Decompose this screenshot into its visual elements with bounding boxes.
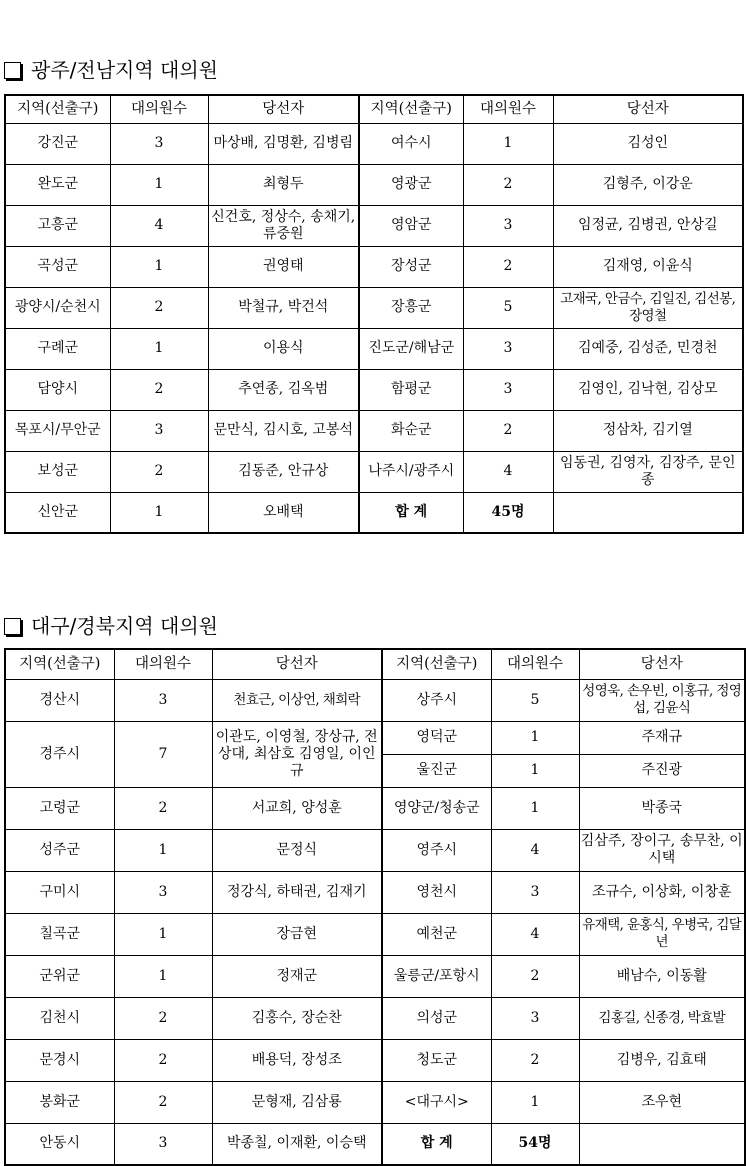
- count-cell: 3: [114, 871, 212, 913]
- region-cell: 장흥군: [359, 287, 463, 328]
- count-cell: 3: [491, 997, 579, 1039]
- count-cell: 2: [110, 451, 208, 492]
- header-region: 지역(선출구): [359, 95, 463, 123]
- table-row: [5, 829, 745, 871]
- names-cell: 문정식: [212, 829, 382, 871]
- region-cell: 나주시/광주시: [359, 451, 463, 492]
- count-cell: 3: [463, 205, 553, 246]
- region-cell: 진도군/해남군: [359, 328, 463, 369]
- names-cell: 문형재, 김삼룡: [212, 1081, 382, 1123]
- table-header-row: [5, 95, 743, 123]
- region-cell: 울릉군/포항시: [382, 955, 491, 997]
- header-count: 대의원수: [463, 95, 553, 123]
- names-cell: 김영인, 김낙현, 김상모: [553, 369, 743, 410]
- table-row: [5, 410, 743, 451]
- count-cell: 3: [491, 871, 579, 913]
- region-cell: 청도군: [382, 1039, 491, 1081]
- region-cell: 강진군: [5, 123, 110, 164]
- header-names: 당선자: [208, 95, 359, 123]
- table-row: [5, 955, 745, 997]
- table-row: [5, 721, 745, 754]
- names-cell: 김홍수, 장순찬: [212, 997, 382, 1039]
- region-cell: 신안군: [5, 492, 110, 533]
- delegates-table-gwangju: [4, 94, 744, 534]
- region-cell: 영암군: [359, 205, 463, 246]
- header-region: 지역(선출구): [382, 649, 491, 679]
- count-cell: 2: [463, 246, 553, 287]
- count-cell: 1: [114, 829, 212, 871]
- region-cell: 화순군: [359, 410, 463, 451]
- checkbox-square-icon: [4, 62, 21, 79]
- names-cell: 김성인: [553, 123, 743, 164]
- names-cell: 김재영, 이윤식: [553, 246, 743, 287]
- names-cell: 배용덕, 장성조: [212, 1039, 382, 1081]
- empty-cell: [579, 1123, 745, 1165]
- header-names: 당선자: [579, 649, 745, 679]
- names-cell: 고재국, 안금수, 김일진, 김선봉, 장영철: [553, 287, 743, 328]
- region-cell: 영광군: [359, 164, 463, 205]
- header-count: 대의원수: [114, 649, 212, 679]
- count-cell: 2: [463, 410, 553, 451]
- names-cell: 권영태: [208, 246, 359, 287]
- region-cell: 봉화군: [5, 1081, 114, 1123]
- region-cell: 보성군: [5, 451, 110, 492]
- count-cell: 2: [110, 369, 208, 410]
- delegates-table-daegu: [4, 648, 746, 1166]
- names-cell: 마상배, 김명환, 김병림: [208, 123, 359, 164]
- names-cell: 김예중, 김성준, 민경천: [553, 328, 743, 369]
- names-cell: 주재규: [579, 721, 745, 754]
- section-title-gwangju: 광주/전남지역 대의원: [4, 58, 218, 82]
- total-label: 합 계: [359, 492, 463, 533]
- region-cell: 울진군: [382, 754, 491, 787]
- region-cell: 완도군: [5, 164, 110, 205]
- region-cell: <대구시>: [382, 1081, 491, 1123]
- table-row: [5, 492, 743, 533]
- count-cell: 2: [114, 787, 212, 829]
- count-cell: 3: [114, 679, 212, 721]
- table-row: [5, 451, 743, 492]
- names-cell: 문만식, 김시호, 고봉석: [208, 410, 359, 451]
- region-cell: 경산시: [5, 679, 114, 721]
- count-cell: 3: [463, 328, 553, 369]
- table-row: [5, 205, 743, 246]
- section-title-daegu: 대구/경북지역 대의원: [4, 614, 218, 638]
- count-cell: 2: [491, 1039, 579, 1081]
- region-cell: 영덕군: [382, 721, 491, 754]
- count-cell: 2: [114, 1081, 212, 1123]
- count-cell: 4: [110, 205, 208, 246]
- region-cell: 구미시: [5, 871, 114, 913]
- table-row: [5, 787, 745, 829]
- names-cell: 장금현: [212, 913, 382, 955]
- names-cell: 신건호, 정상수, 송채기, 류중원: [208, 205, 359, 246]
- region-cell: 함평군: [359, 369, 463, 410]
- count-cell: 2: [114, 997, 212, 1039]
- table-header-row: [5, 649, 745, 679]
- region-cell: 군위군: [5, 955, 114, 997]
- table-row: [5, 287, 743, 328]
- count-cell: 4: [463, 451, 553, 492]
- count-cell: 5: [463, 287, 553, 328]
- names-cell: 임동권, 김영자, 김장주, 문인종: [553, 451, 743, 492]
- count-cell: 4: [491, 913, 579, 955]
- names-cell: 박종국: [579, 787, 745, 829]
- table-row: [5, 997, 745, 1039]
- count-cell: 2: [491, 955, 579, 997]
- names-cell: 박철규, 박건석: [208, 287, 359, 328]
- names-cell: 추연종, 김옥범: [208, 369, 359, 410]
- region-cell: 담양시: [5, 369, 110, 410]
- region-cell: 고령군: [5, 787, 114, 829]
- names-cell: 정강식, 하태권, 김재기: [212, 871, 382, 913]
- header-names: 당선자: [553, 95, 743, 123]
- region-cell: 칠곡군: [5, 913, 114, 955]
- region-cell: 상주시: [382, 679, 491, 721]
- region-cell: 예천군: [382, 913, 491, 955]
- count-cell: 2: [114, 1039, 212, 1081]
- table-row: [5, 123, 743, 164]
- region-cell: 문경시: [5, 1039, 114, 1081]
- table-row: [5, 1081, 745, 1123]
- count-cell: 1: [114, 913, 212, 955]
- count-cell: 1: [110, 164, 208, 205]
- names-cell: 유재택, 윤홍식, 우병국, 김달년: [579, 913, 745, 955]
- count-cell: 1: [110, 246, 208, 287]
- table-row: [5, 328, 743, 369]
- count-cell: 1: [463, 123, 553, 164]
- count-cell: 7: [114, 721, 212, 787]
- region-cell: 광양시/순천시: [5, 287, 110, 328]
- table-row: [5, 679, 745, 721]
- header-names: 당선자: [212, 649, 382, 679]
- table-row: [5, 246, 743, 287]
- names-cell: 이관도, 이영철, 장상규, 전상대, 최삼호 김영일, 이인규: [212, 721, 382, 787]
- total-value: 54명: [491, 1123, 579, 1165]
- total-value: 45명: [463, 492, 553, 533]
- region-cell: 구례군: [5, 328, 110, 369]
- region-cell: 김천시: [5, 997, 114, 1039]
- table-row: [5, 164, 743, 205]
- count-cell: 1: [491, 754, 579, 787]
- region-cell: 영양군/청송군: [382, 787, 491, 829]
- region-cell: 목포시/무안군: [5, 410, 110, 451]
- region-cell: 곡성군: [5, 246, 110, 287]
- table-row: [5, 1123, 745, 1165]
- table-row: [5, 1039, 745, 1081]
- names-cell: 김형주, 이강운: [553, 164, 743, 205]
- empty-cell: [553, 492, 743, 533]
- count-cell: 5: [491, 679, 579, 721]
- names-cell: 정재군: [212, 955, 382, 997]
- total-label: 합 계: [382, 1123, 491, 1165]
- names-cell: 조우현: [579, 1081, 745, 1123]
- count-cell: 2: [110, 287, 208, 328]
- names-cell: 천효근, 이상언, 채희락: [212, 679, 382, 721]
- names-cell: 서교희, 양성훈: [212, 787, 382, 829]
- names-cell: 오배택: [208, 492, 359, 533]
- names-cell: 임정균, 김병권, 안상길: [553, 205, 743, 246]
- table-row: [5, 871, 745, 913]
- names-cell: 주진광: [579, 754, 745, 787]
- names-cell: 이용식: [208, 328, 359, 369]
- count-cell: 3: [463, 369, 553, 410]
- count-cell: 2: [463, 164, 553, 205]
- names-cell: 김삼주, 장이구, 송무찬, 이시택: [579, 829, 745, 871]
- header-count: 대의원수: [491, 649, 579, 679]
- count-cell: 1: [110, 328, 208, 369]
- count-cell: 1: [491, 787, 579, 829]
- region-cell: 안동시: [5, 1123, 114, 1165]
- count-cell: 3: [110, 410, 208, 451]
- table-row: [5, 369, 743, 410]
- count-cell: 1: [110, 492, 208, 533]
- header-region: 지역(선출구): [5, 649, 114, 679]
- region-cell: 경주시: [5, 721, 114, 787]
- count-cell: 3: [114, 1123, 212, 1165]
- names-cell: 김동준, 안규상: [208, 451, 359, 492]
- names-cell: 김홍길, 신종경, 박효발: [579, 997, 745, 1039]
- region-cell: 여수시: [359, 123, 463, 164]
- count-cell: 1: [114, 955, 212, 997]
- header-region: 지역(선출구): [5, 95, 110, 123]
- checkbox-square-icon: [4, 618, 21, 635]
- region-cell: 영주시: [382, 829, 491, 871]
- count-cell: 3: [110, 123, 208, 164]
- names-cell: 정삼차, 김기열: [553, 410, 743, 451]
- names-cell: 조규수, 이상화, 이창훈: [579, 871, 745, 913]
- table-row: [5, 913, 745, 955]
- names-cell: 배남수, 이동활: [579, 955, 745, 997]
- names-cell: 박종칠, 이재환, 이승택: [212, 1123, 382, 1165]
- region-cell: 성주군: [5, 829, 114, 871]
- names-cell: 김병우, 김효태: [579, 1039, 745, 1081]
- header-count: 대의원수: [110, 95, 208, 123]
- names-cell: 성영욱, 손우빈, 이홍규, 정영섭, 김윤식: [579, 679, 745, 721]
- region-cell: 고흥군: [5, 205, 110, 246]
- region-cell: 의성군: [382, 997, 491, 1039]
- count-cell: 4: [491, 829, 579, 871]
- count-cell: 1: [491, 721, 579, 754]
- names-cell: 최형두: [208, 164, 359, 205]
- count-cell: 1: [491, 1081, 579, 1123]
- region-cell: 영천시: [382, 871, 491, 913]
- region-cell: 장성군: [359, 246, 463, 287]
